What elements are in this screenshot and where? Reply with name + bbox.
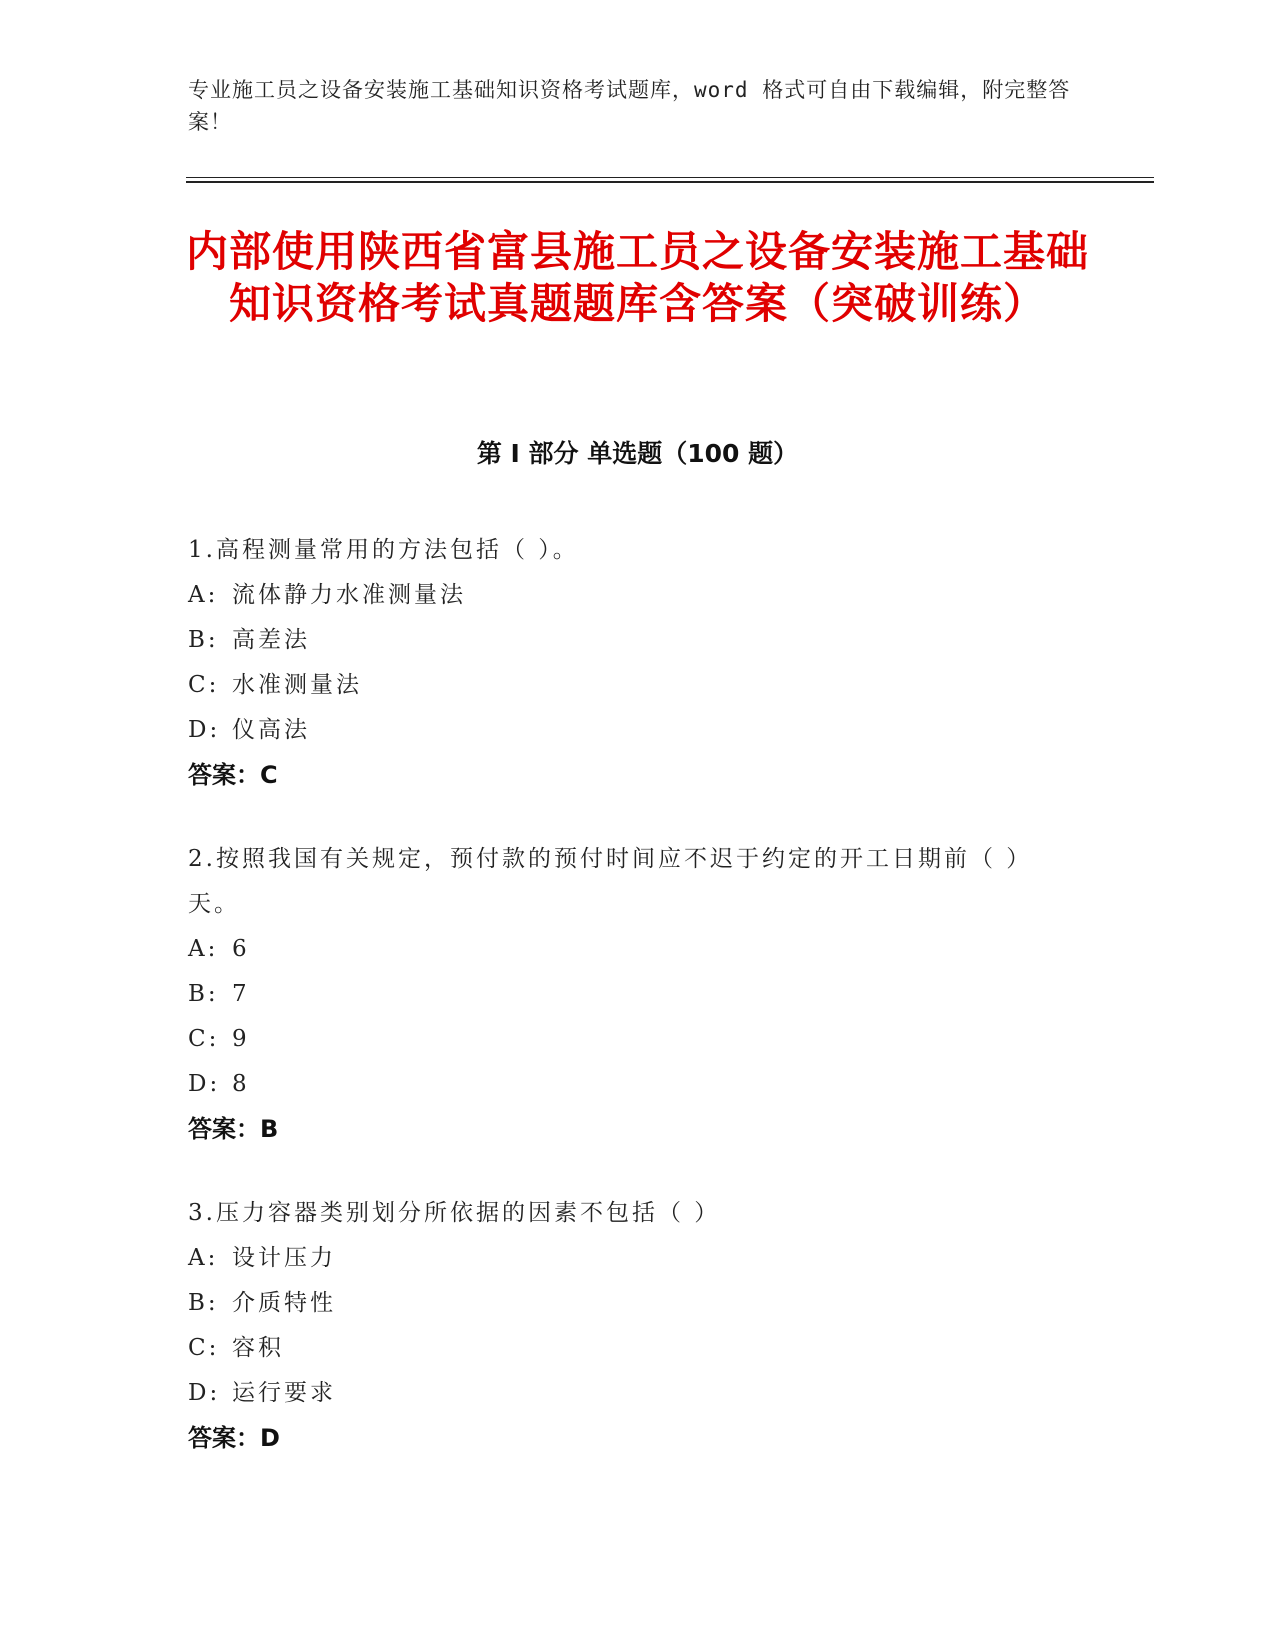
question-stem: 2.按照我国有关规定，预付款的预付时间应不迟于约定的开工日期前（ ）天。 xyxy=(188,846,1033,917)
option-letter: C: xyxy=(188,1335,220,1361)
option-b xyxy=(188,972,1068,1017)
option-text: 仪高法 xyxy=(232,717,310,743)
document-title: 内部使用陕西省富县施工员之设备安装施工基础知识资格考试真题题库含答案（突破训练） xyxy=(185,227,1089,328)
option-text: 设计压力 xyxy=(232,1245,336,1271)
answer-label: 答案：D xyxy=(188,1424,280,1452)
option-letter: D: xyxy=(188,1071,221,1097)
answer-label: 答案：C xyxy=(188,761,278,789)
option-letter: A: xyxy=(188,936,219,962)
header-rule-thick xyxy=(186,181,1154,183)
question-list xyxy=(188,528,1068,1500)
option-text: 6 xyxy=(232,936,250,962)
option-text: 水准测量法 xyxy=(232,672,362,698)
question-2 xyxy=(188,837,1068,1152)
option-d xyxy=(188,1062,1068,1107)
option-letter: D: xyxy=(188,1380,221,1406)
option-c xyxy=(188,1326,1068,1371)
option-letter: C: xyxy=(188,672,220,698)
option-letter: B: xyxy=(188,627,219,653)
option-a xyxy=(188,1236,1068,1281)
question-stem: 1.高程测量常用的方法包括（ ）。 xyxy=(188,537,579,563)
option-c xyxy=(188,663,1068,708)
option-letter: B: xyxy=(188,981,219,1007)
question-stem: 3.压力容器类别划分所依据的因素不包括（ ） xyxy=(188,1200,721,1226)
option-text: 高差法 xyxy=(232,627,310,653)
option-letter: D: xyxy=(188,717,221,743)
option-letter: C: xyxy=(188,1026,220,1052)
header-note: 专业施工员之设备安装施工基础知识资格考试题库，word 格式可自由下载编辑，附完整答案！ xyxy=(188,78,1071,134)
option-text: 运行要求 xyxy=(232,1380,336,1406)
option-c xyxy=(188,1017,1068,1062)
option-b xyxy=(188,618,1068,663)
option-text: 流体静力水准测量法 xyxy=(232,582,466,608)
option-text: 7 xyxy=(232,981,250,1007)
answer-label: 答案：B xyxy=(188,1115,279,1143)
option-text: 容积 xyxy=(232,1335,284,1361)
header-rule-thin xyxy=(186,177,1154,178)
question-1 xyxy=(188,528,1068,798)
option-a xyxy=(188,573,1068,618)
option-letter: A: xyxy=(188,582,219,608)
section-title: 第 I 部分 单选题（100 题） xyxy=(476,439,799,468)
question-3 xyxy=(188,1191,1068,1461)
option-text: 9 xyxy=(232,1026,250,1052)
option-b xyxy=(188,1281,1068,1326)
option-d xyxy=(188,1371,1068,1416)
option-text: 8 xyxy=(232,1071,250,1097)
option-letter: B: xyxy=(188,1290,219,1316)
option-d xyxy=(188,708,1068,753)
option-a xyxy=(188,927,1068,972)
option-letter: A: xyxy=(188,1245,219,1271)
option-text: 介质特性 xyxy=(232,1290,336,1316)
